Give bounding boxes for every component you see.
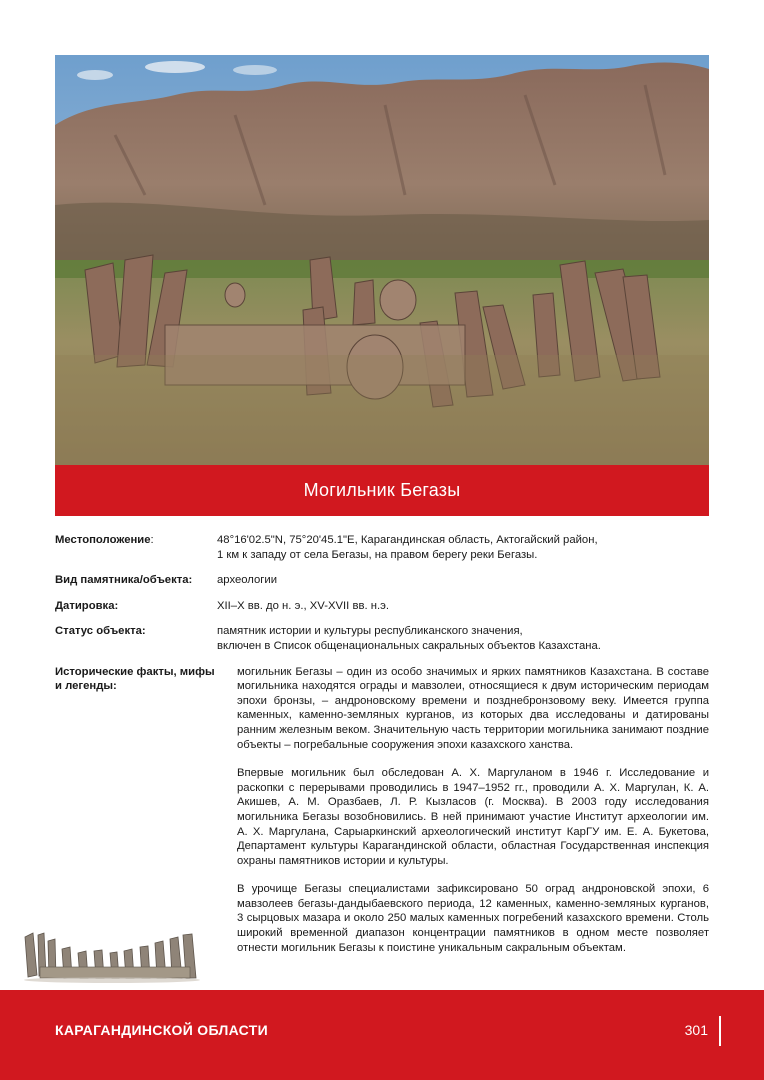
field-label: Местоположение:	[55, 534, 154, 546]
info-section	[55, 533, 709, 980]
field-dating	[55, 599, 709, 614]
facts-paragraph: Впервые могильник был обследован А. Х. Маргуланом в 1946 г. Исследование и раскопки с перерывами проводились в 1947–1952 гг., проводили А. Х. Маргулан, К. А. Акишев, А. М. Оразбаев, Л. Р. Кызласов (г. Москва). В 2003 году исследования могильника Бегазы возобновились. В ней принимают участие Институт археологии им. А. Х. Маргулана, Сарыаркинский археологический институт КарГУ им. Е. А. Букетова, Департамент культуры Карагандинской области, областная Государственная инспекция охраны памятников истории и культуры.	[237, 767, 709, 867]
footer-region: КАРАГАНДИНСКОЙ ОБЛАСТИ	[55, 1022, 268, 1038]
field-value: 48°16'02.5"N, 75°20'45.1"E, Карагандинская область, Актогайский район, 1 км к западу от села Бегазы, на правом берегу реки Бегазы.	[217, 534, 598, 561]
page-divider	[719, 1016, 721, 1046]
field-label: Датировка:	[55, 599, 119, 612]
field-label: Статус объекта:	[55, 625, 146, 638]
stone-fence-illustration	[20, 925, 205, 983]
hero-photo	[55, 55, 709, 465]
facts-paragraph: В урочище Бегазы специалистами зафиксировано 50 оград андроновской эпохи, 6 мавзолеев бегазы-дандыбаевского периода, 12 каменных, каменно-земляных курганов, 3 сырцовых мазара и около 250 малых каменных погребений казахского времени. Столь широкий временной диапазон концентрации памятников в одном месте позволяет отнести могильник Бегазы к поистине уникальным сакральным объектам.	[237, 883, 709, 954]
page-title: Могильник Бегазы	[55, 465, 709, 516]
footer-band	[0, 990, 764, 1080]
facts-paragraph: могильник Бегазы – один из особо значимых и ярких памятников Казахстана. В составе могильника находятся ограды и мавзолеи, относящиеся к двум историческим периодам эпохи бронзы, – андроновскому времени и позднебронзовому веку. Имеется группа каменных, каменно-земляных курганов, из которых два исследованы и датированы ранним железным веком. Значительную часть территории могильника занимают поздние объекты – погребальные сооружения эпохи казахского ханства.	[237, 665, 709, 751]
field-facts	[55, 665, 709, 970]
field-status	[55, 624, 709, 653]
field-value: памятник истории и культуры республиканского значения, включен в Список общенациональных сакральных объектов Казахстана.	[217, 625, 601, 652]
field-type	[55, 573, 709, 588]
field-label: Исторические факты, мифы и легенды:	[55, 665, 215, 693]
field-value: XII–X вв. до н. э., XV-XVII вв. н.э.	[217, 599, 390, 612]
page-number: 301	[684, 1022, 708, 1038]
field-location	[55, 533, 709, 562]
field-label: Вид памятника/объекта:	[55, 574, 193, 587]
field-value	[237, 665, 709, 970]
field-value: археологии	[217, 574, 278, 587]
